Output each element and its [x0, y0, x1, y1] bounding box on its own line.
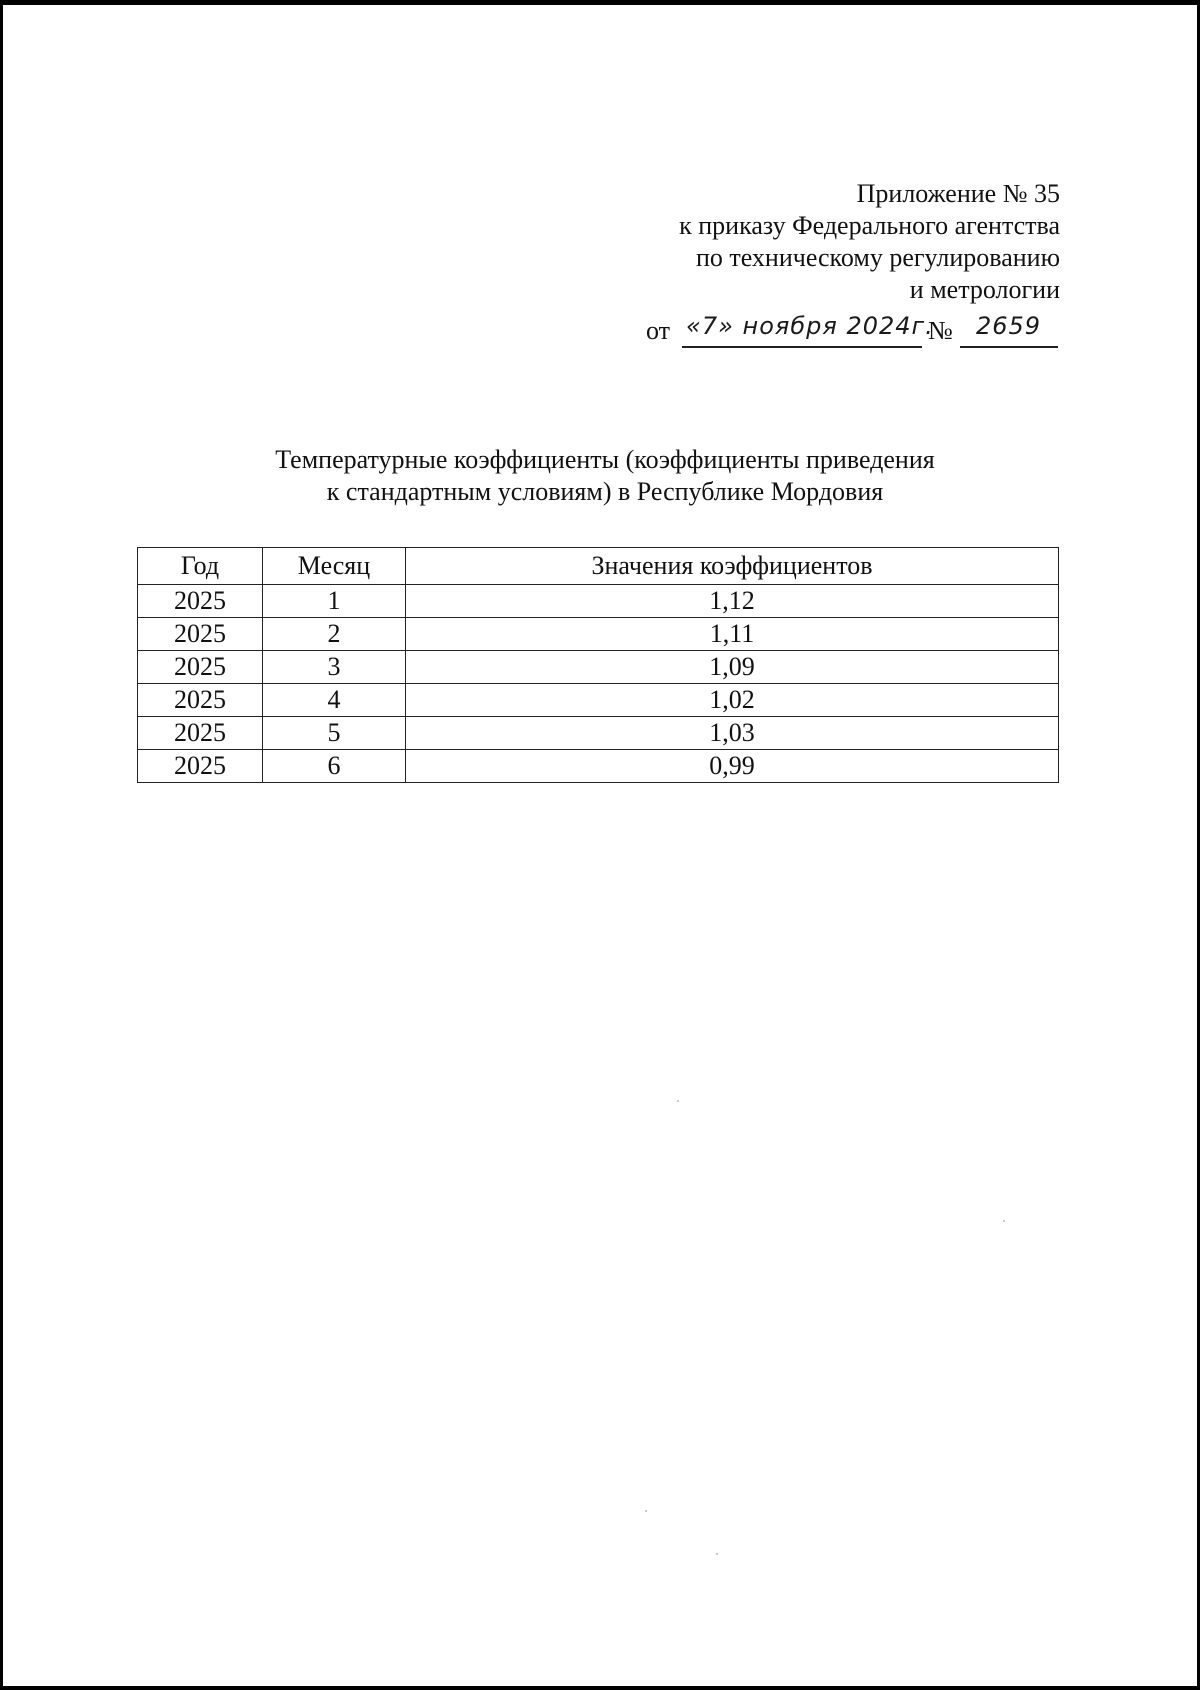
order-number-underline — [960, 346, 1058, 348]
cell-coefficient: 0,99 — [406, 750, 1059, 783]
cell-month: 1 — [263, 585, 406, 618]
table-row — [138, 684, 1059, 717]
order-from-label: от — [646, 316, 671, 345]
coefficients-table — [137, 547, 1059, 783]
order-reference-line-1: к приказу Федерального агентства — [679, 211, 1060, 240]
order-reference-line-2: по техническому регулированию — [695, 243, 1060, 272]
order-reference-line-3: и метрологии — [909, 275, 1060, 304]
order-date-underline — [682, 346, 922, 348]
column-header-coefficient: Значения коэффициентов — [406, 548, 1059, 585]
scan-speck — [645, 1510, 647, 1512]
order-number-label: № — [928, 316, 953, 345]
order-date-number-line — [646, 314, 1066, 354]
order-date-handwritten: «7» ноября 2024г. — [686, 312, 934, 340]
cell-coefficient: 1,11 — [406, 618, 1059, 651]
appendix-number: Приложение № 35 — [856, 179, 1060, 208]
scan-speck — [716, 1553, 718, 1555]
table-row — [138, 585, 1059, 618]
cell-year: 2025 — [138, 750, 263, 783]
appendix-header — [460, 178, 1060, 306]
cell-year: 2025 — [138, 684, 263, 717]
scan-speck — [1003, 1220, 1005, 1222]
cell-month: 5 — [263, 717, 406, 750]
scan-border-top — [0, 0, 1200, 5]
table-row — [138, 618, 1059, 651]
table-row — [138, 651, 1059, 684]
cell-month: 4 — [263, 684, 406, 717]
cell-coefficient: 1,12 — [406, 585, 1059, 618]
document-title-line-1: Температурные коэффициенты (коэффициенты приведения — [275, 445, 935, 474]
order-number-handwritten: 2659 — [976, 312, 1042, 340]
cell-month: 2 — [263, 618, 406, 651]
cell-coefficient: 1,03 — [406, 717, 1059, 750]
cell-year: 2025 — [138, 717, 263, 750]
column-header-month: Месяц — [263, 548, 406, 585]
scan-border-bottom — [0, 1686, 1200, 1690]
cell-coefficient: 1,02 — [406, 684, 1059, 717]
table-row — [138, 717, 1059, 750]
document-title-line-2: к стандартным условиям) в Республике Мордовия — [326, 477, 884, 506]
column-header-year: Год — [138, 548, 263, 585]
scan-border-left — [0, 0, 3, 1690]
cell-year: 2025 — [138, 585, 263, 618]
cell-year: 2025 — [138, 651, 263, 684]
scan-speck — [677, 1100, 679, 1102]
cell-coefficient: 1,09 — [406, 651, 1059, 684]
table-row — [138, 750, 1059, 783]
cell-month: 3 — [263, 651, 406, 684]
cell-month: 6 — [263, 750, 406, 783]
document-title — [200, 444, 1010, 508]
table-header-row — [138, 548, 1059, 585]
cell-year: 2025 — [138, 618, 263, 651]
